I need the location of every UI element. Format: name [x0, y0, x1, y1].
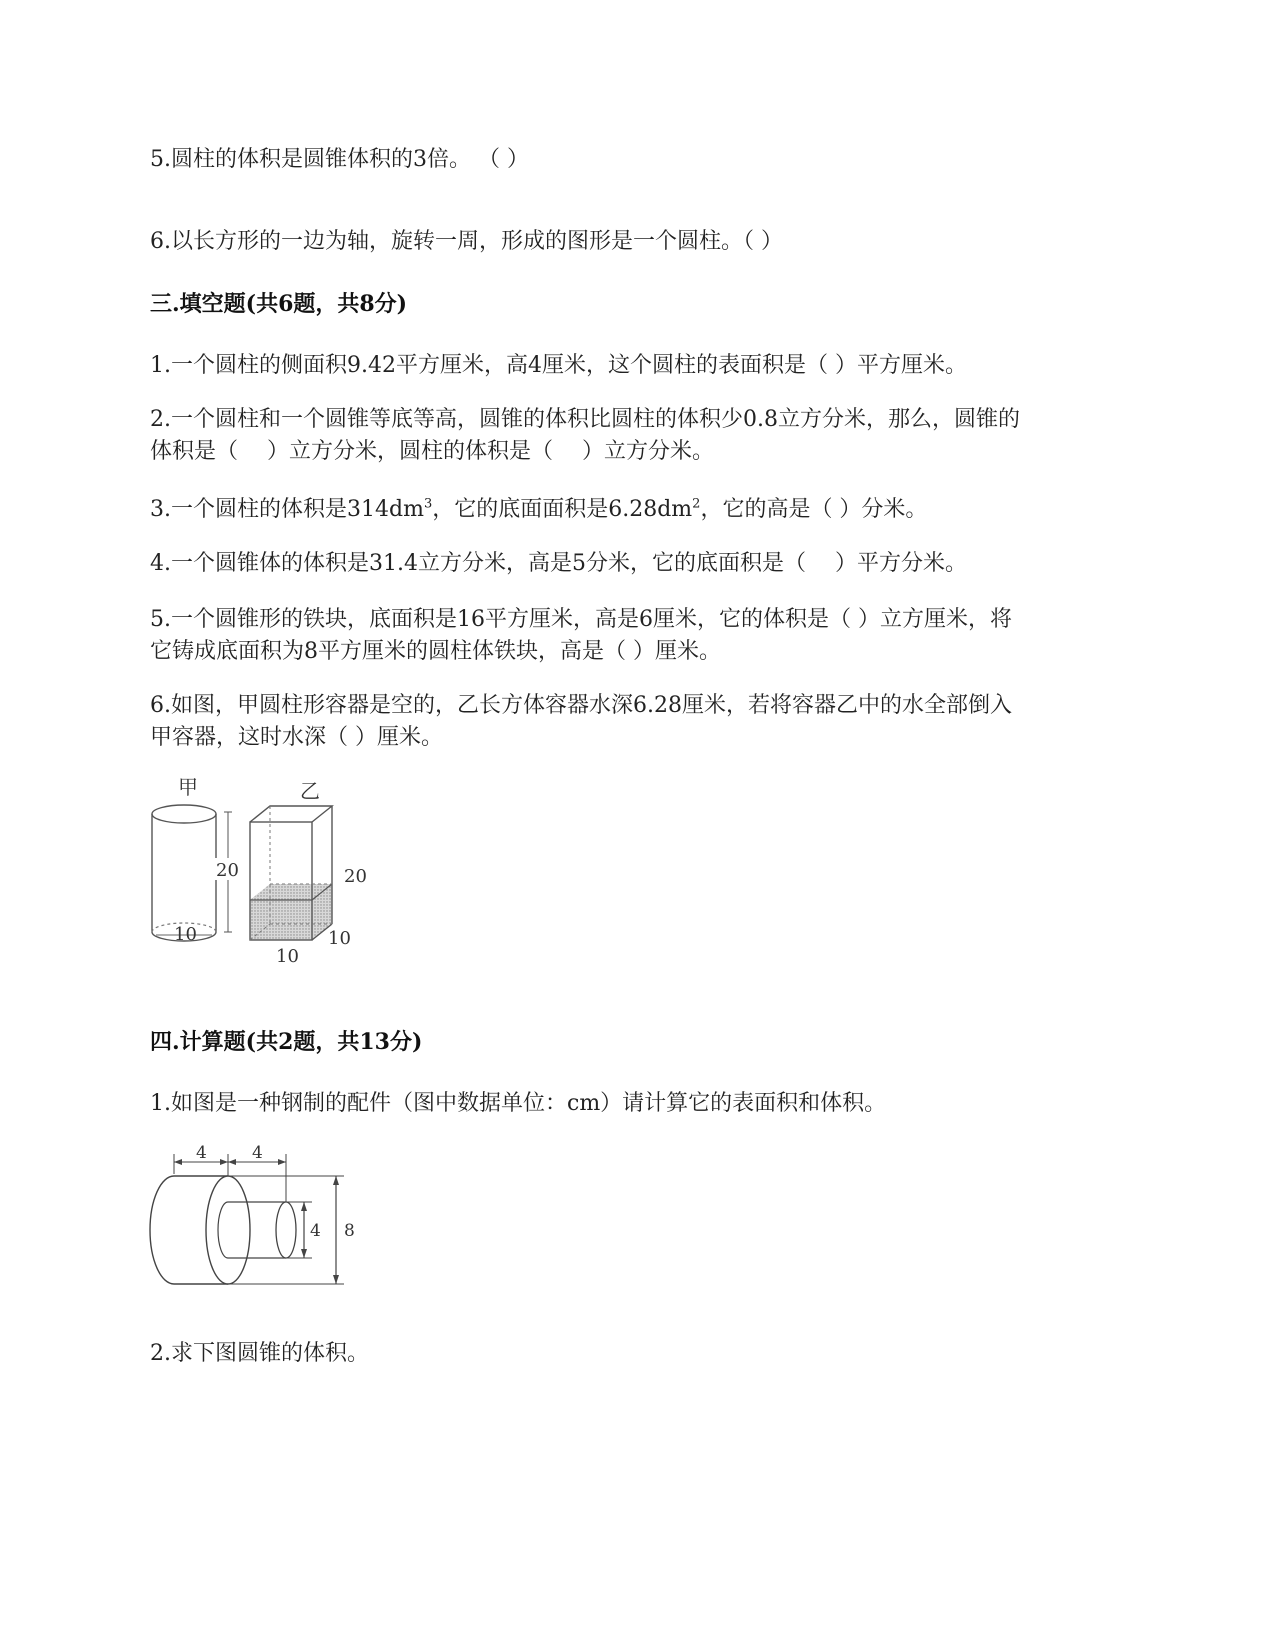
fill-question-6-line-1: 6.如图，甲圆柱形容器是空的，乙长方体容器水深6.28厘米，若将容器乙中的水全部倒入: [150, 693, 1012, 718]
fill-question-4: 4.一个圆锥体的体积是31.4立方分米，高是5分米，它的底面积是（ ）平方分米。: [150, 551, 967, 576]
calc-question-1: 1.如图是一种钢制的配件（图中数据单位：cm）请计算它的表面积和体积。: [150, 1091, 887, 1116]
fill-question-6-line-2: 甲容器，这时水深（ ）厘米。: [150, 725, 443, 750]
fitting-figure: [140, 1140, 380, 1290]
dim-arrow-1b: [220, 1159, 228, 1165]
cylinder-diameter: 10: [174, 924, 197, 945]
fill-question-3-part-2: ，它的底面面积是6.28dm: [432, 497, 693, 522]
fill-question-3-part-1: 3.一个圆柱的体积是314dm: [150, 497, 424, 522]
label-b: 乙: [300, 779, 320, 803]
big-diameter: 8: [344, 1221, 355, 1241]
judge-question-6: 6.以长方形的一边为轴，旋转一周，形成的图形是一个圆柱。（ ）: [150, 229, 783, 254]
fill-question-1: 1.一个圆柱的侧面积9.42平方厘米，高4厘米，这个圆柱的表面积是（ ）平方厘米。: [150, 353, 967, 378]
small-diameter-arrow-top: [301, 1202, 307, 1211]
length-2: 4: [252, 1143, 263, 1163]
square-superscript: 2: [692, 496, 701, 512]
big-diameter-arrow-top: [333, 1176, 339, 1185]
dim-arrow-2b: [278, 1159, 286, 1165]
big-cylinder-face: [206, 1176, 250, 1284]
dim-arrow-2a: [228, 1159, 236, 1165]
big-cylinder-left-end: [150, 1176, 174, 1284]
cuboid-top-face: [250, 806, 332, 822]
cylinder-top: [152, 805, 216, 823]
fill-question-3-part-3: ，它的高是（ ）分米。: [700, 497, 928, 522]
cuboid-width: 10: [276, 946, 299, 967]
section-3-heading: 三.填空题(共6题，共8分): [150, 291, 408, 317]
fill-question-3: [150, 494, 927, 526]
calc-question-2: 2.求下图圆锥的体积。: [150, 1341, 369, 1366]
small-cylinder-face: [276, 1202, 296, 1258]
label-a: 甲: [178, 775, 198, 799]
cube-superscript: 3: [423, 496, 433, 512]
small-diameter: 4: [310, 1221, 321, 1241]
small-diameter-arrow-bottom: [301, 1249, 307, 1258]
container-figure: [140, 772, 390, 972]
fill-question-5-line-1: 5.一个圆锥形的铁块，底面积是16平方厘米，高是6厘米，它的体积是（ ）立方厘米，将: [150, 607, 1012, 632]
cylinder-height: 20: [216, 860, 239, 881]
big-diameter-arrow-bottom: [333, 1275, 339, 1284]
section-4-heading: 四.计算题(共2题，共13分): [150, 1029, 423, 1055]
cuboid-depth: 10: [328, 928, 351, 949]
judge-question-5: 5.圆柱的体积是圆锥体积的3倍。 （ ）: [150, 147, 529, 172]
fill-question-2-line-1: 2.一个圆柱和一个圆锥等底等高，圆锥的体积比圆柱的体积少0.8立方分米，那么，圆锥的: [150, 407, 1020, 432]
fill-question-5-line-2: 它铸成底面积为8平方厘米的圆柱体铁块，高是（ ）厘米。: [150, 639, 721, 664]
cuboid-height: 20: [344, 866, 367, 887]
dim-arrow-1a: [174, 1159, 182, 1165]
fill-question-2-line-2: 体积是（ ）立方分米，圆柱的体积是（ ）立方分米。: [150, 439, 714, 464]
length-1: 4: [196, 1143, 207, 1163]
